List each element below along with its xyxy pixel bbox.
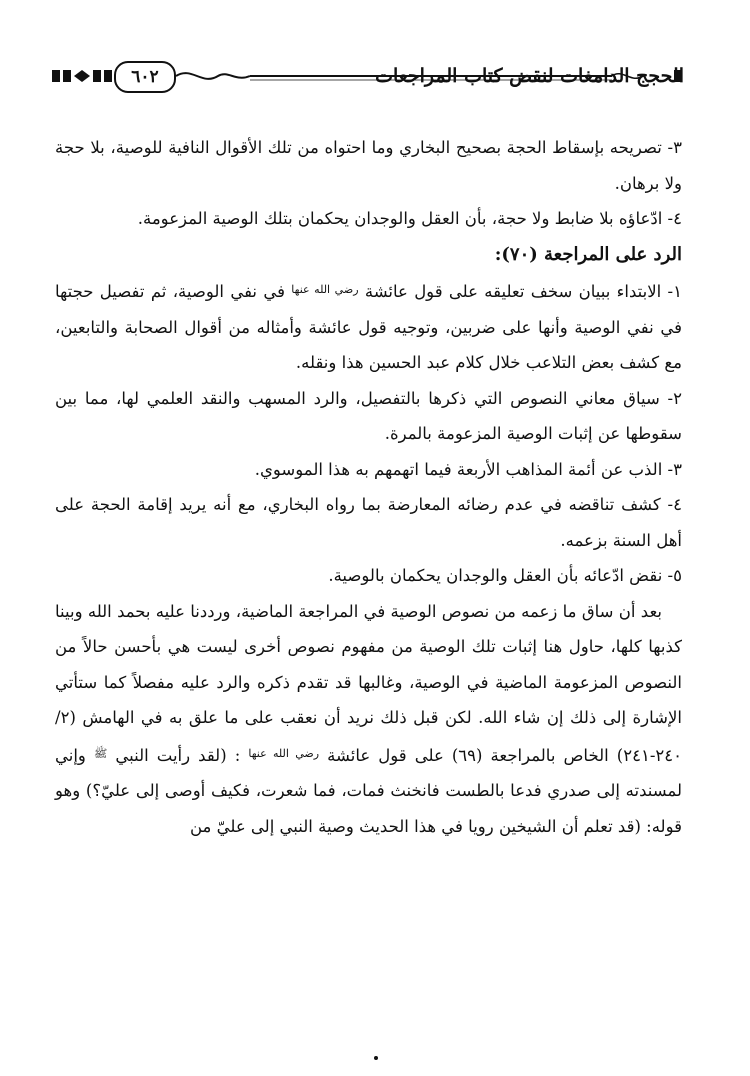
salla-allah-mark: ﷺ xyxy=(93,746,108,760)
radiya-anha-mark: رضي الله عنها xyxy=(248,746,320,760)
section-heading: الرد على المراجعة (٧٠): xyxy=(494,243,682,265)
reply-item-1: ١- الابتداء ببيان سخف تعليقه على قول عائشة $^{رضي الله عنها}$ في نفي الوصية، ثم تفصيل حجتها في نفي الوصية وأنها على ضربين، وتوجيه قول عائشة وأمثاله من أقوال الصحابة والتابعين، مع كشف بعض التلاعب خلال كلام عبد الحسين هذا ونقله. xyxy=(55,282,682,372)
running-title: الحجج الدامغات لنقض كتاب المراجعات xyxy=(375,65,684,87)
page-number: ٦٠٢ xyxy=(114,61,176,93)
footer-dot xyxy=(374,1056,378,1060)
page-header xyxy=(52,60,684,94)
reply-item-2: ٢- سياق معاني النصوص التي ذكرها بالتفصيل، والرد المسهب والنقد العلمي لها، مما بين سقوطها عن إثبات الوصية المزعومة بالمرة. xyxy=(55,388,682,443)
list-item: ٤- ادّعاؤه بلا ضابط ولا حجة، بأن العقل والوجدان يحكمان بتلك الوصية المزعومة. xyxy=(137,209,682,228)
page-body xyxy=(55,130,682,844)
reply-item-5: ٥- نقض ادّعائه بأن العقل والوجدان يحكمان بالوصية. xyxy=(328,566,682,585)
list-item: ٣- تصريحه بإسقاط الحجة بصحيح البخاري وما احتواه من تلك الأقوال النافية للوصية، بلا حجة ولا برهان. xyxy=(55,138,682,193)
reply-item-3: ٣- الذب عن أئمة المذاهب الأربعة فيما اتهمهم به هذا الموسوي. xyxy=(254,459,682,479)
radiya-anha-mark: رضي الله عنها xyxy=(291,283,359,296)
reply-item-4: ٤- كشف تناقضه في عدم رضائه المعارضة بما رواه البخاري، مع أنه يريد إقامة الحجة على أهل السنة بزعمه. xyxy=(55,495,682,550)
body-paragraph: بعد أن ساق ما زعمه من نصوص الوصية في المراجعة الماضية، ورددنا عليه بحمد الله وبينا كذبها كلها، حاول هنا إثبات تلك الوصية من مفهوم نصوص أخرى ليست هي بأحسن حالاً من النصوص المزعومة الماضية في الوصية، وغالبها قد تقدم ذكره والرد عليه مفصلاً كما ستأتي الإشارة إلى ذلك إن شاء الله. لكن قبل ذلك نريد أن نعقب على ما علق به في الهامش (٢/ ٢٤٠-٢٤١) الخاص بالمراجعة (٦٩) على قول عائشة $^{رضي الله عنها}$ : (لقد رأيت النبي $^ﷺ$ وإني لمسندته إلى صدري فدعا بالطست فانخنث فمات، فما شعرت، فكيف أوصى إلى عليّ؟) وهو قوله: (قد تعلم أن الشيخين رويا في هذا الحديث وصية النبي إلى عليّ من xyxy=(55,601,682,836)
